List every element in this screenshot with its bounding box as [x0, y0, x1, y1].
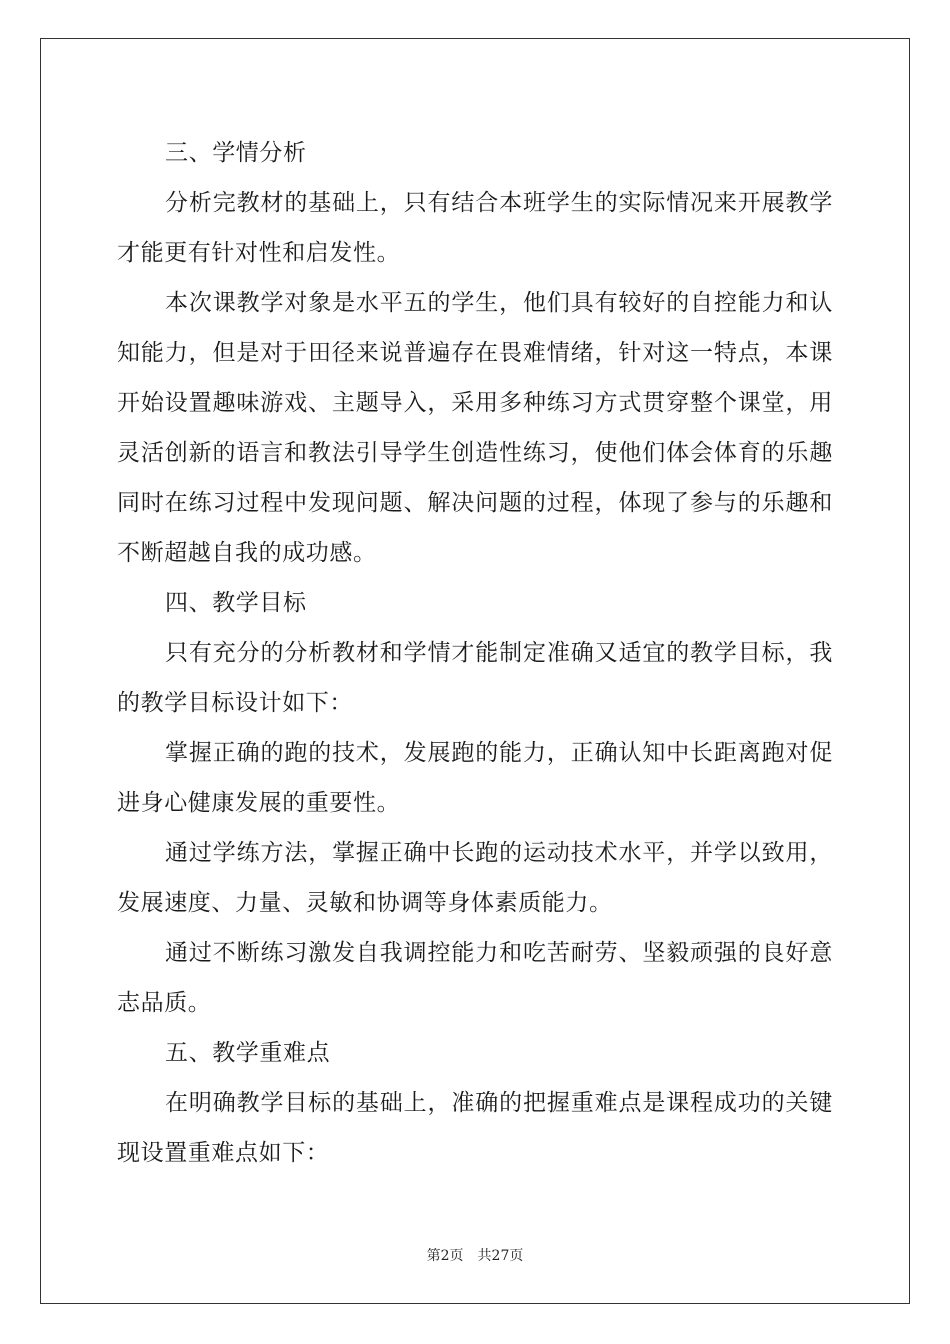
page-total: 共27页	[477, 1248, 524, 1264]
paragraph: 通过不断练习激发自我调控能力和吃苦耐劳、坚毅顽强的良好意志品质。	[117, 940, 833, 1016]
page-footer	[0, 1245, 950, 1265]
section-heading-teaching-goals: 四、教学目标	[165, 590, 307, 616]
paragraph: 本次课教学对象是水平五的学生，他们具有较好的自控能力和认知能力，但是对于田径来说普遍存在畏难情绪，针对这一特点，本课开始设置趣味游戏、主题导入，采用多种练习方式贯穿整个课堂，用灵活创新的语言和教法引导学生创造性练习，使他们体会体育的乐趣同时在练习过程中发现问题、解决问题的过程，体现了参与的乐趣和不断超越自我的成功感。	[117, 290, 833, 566]
section-heading-learner-analysis: 三、学情分析	[165, 140, 307, 166]
paragraph: 通过学练方法，掌握正确中长跑的运动技术水平，并学以致用，发展速度、力量、灵敏和协调等身体素质能力。	[117, 840, 833, 916]
paragraph: 掌握正确的跑的技术，发展跑的能力，正确认知中长距离跑对促进身心健康发展的重要性。	[117, 740, 833, 816]
paragraph: 只有充分的分析教材和学情才能制定准确又适宜的教学目标，我的教学目标设计如下：	[117, 640, 833, 716]
section-heading-key-points: 五、教学重难点	[165, 1040, 331, 1066]
page-number: 第2页	[426, 1248, 464, 1264]
document-body	[117, 128, 833, 1178]
paragraph: 分析完教材的基础上，只有结合本班学生的实际情况来开展教学才能更有针对性和启发性。	[117, 190, 833, 266]
paragraph: 在明确教学目标的基础上，准确的把握重难点是课程成功的关键现设置重难点如下：	[117, 1090, 833, 1166]
